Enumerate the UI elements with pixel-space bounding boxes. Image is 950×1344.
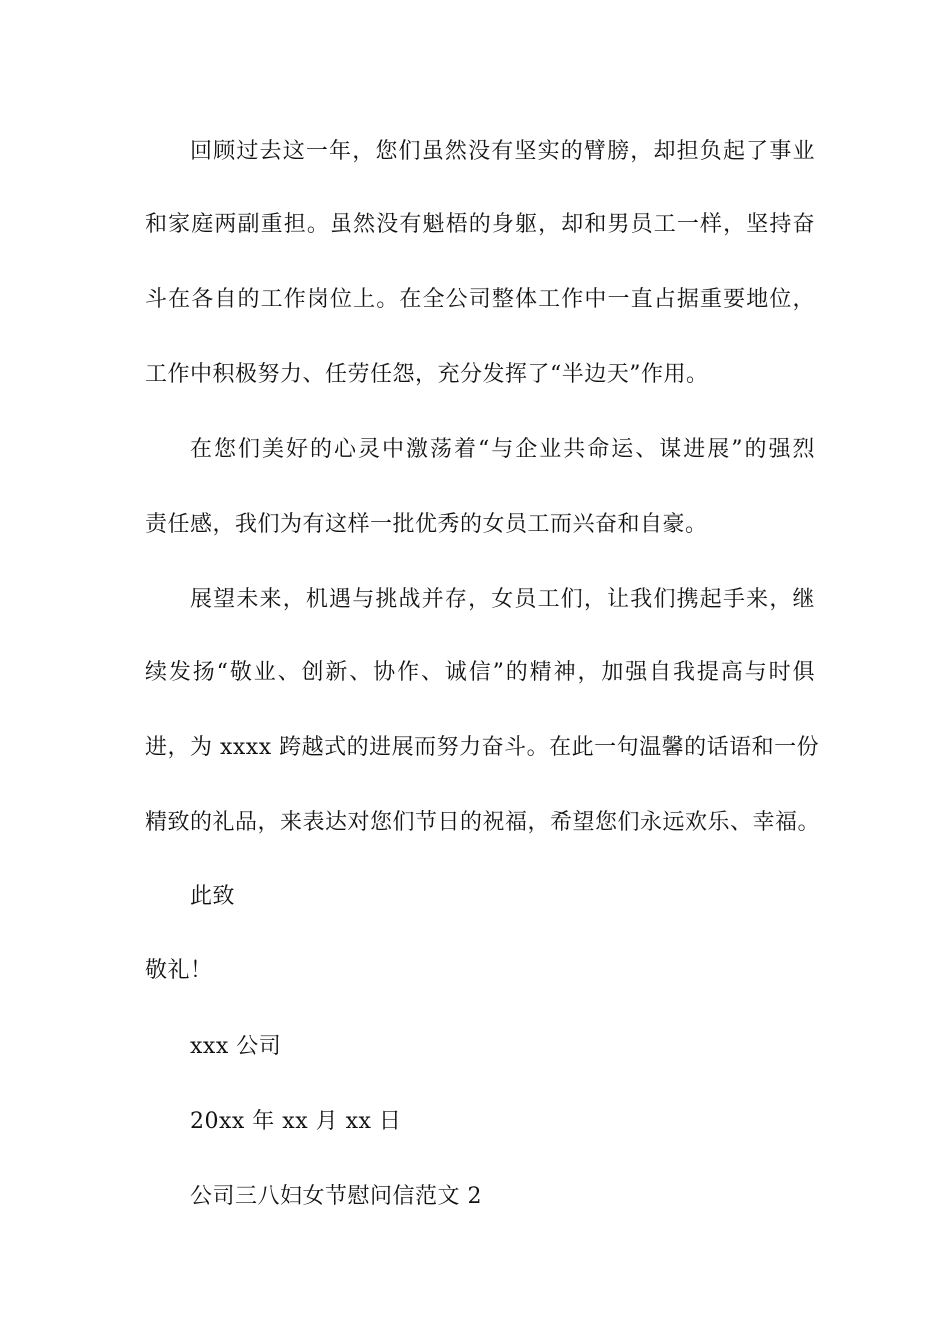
paragraph-1-line-4: 工作中积极努力、任劳任怨，充分发挥了“半边天”作用。 <box>145 362 709 387</box>
paragraph-3-line-3: 进，为 xxxx 跨越式的进展而努力奋斗。在此一句温馨的话语和一份 <box>145 735 820 760</box>
paragraph-2-line-1: 在您们美好的心灵中激荡着“与企业共命运、谋进展”的强烈 <box>190 437 815 462</box>
paragraph-1-line-1: 回顾过去这一年，您们虽然没有坚实的臂膀，却担负起了事业 <box>190 139 815 164</box>
signature-date: 20xx 年 xx 月 xx 日 <box>190 1109 402 1134</box>
paragraph-1-line-2: 和家庭两副重担。虽然没有魁梧的身躯，却和男员工一样，坚持奋 <box>145 212 815 237</box>
signature-company: xxx 公司 <box>190 1034 282 1059</box>
closing-regards: 敬礼！ <box>145 958 213 983</box>
next-section-title: 公司三八妇女节慰问信范文 2 <box>190 1184 482 1209</box>
paragraph-3-line-2: 续发扬“敬业、创新、协作、诚信”的精神，加强自我提高与时俱 <box>145 660 815 685</box>
closing-salutation: 此致 <box>190 884 236 909</box>
paragraph-3-line-1: 展望未来，机遇与挑战并存，女员工们，让我们携起手来，继 <box>190 587 815 612</box>
paragraph-1-line-3: 斗在各自的工作岗位上。在全公司整体工作中一直占据重要地位， <box>145 287 815 312</box>
paragraph-2-line-2: 责任感，我们为有这样一批优秀的女员工而兴奋和自豪。 <box>145 512 708 537</box>
paragraph-3-line-4: 精致的礼品，来表达对您们节日的祝福，希望您们永远欢乐、幸福。 <box>145 810 821 835</box>
